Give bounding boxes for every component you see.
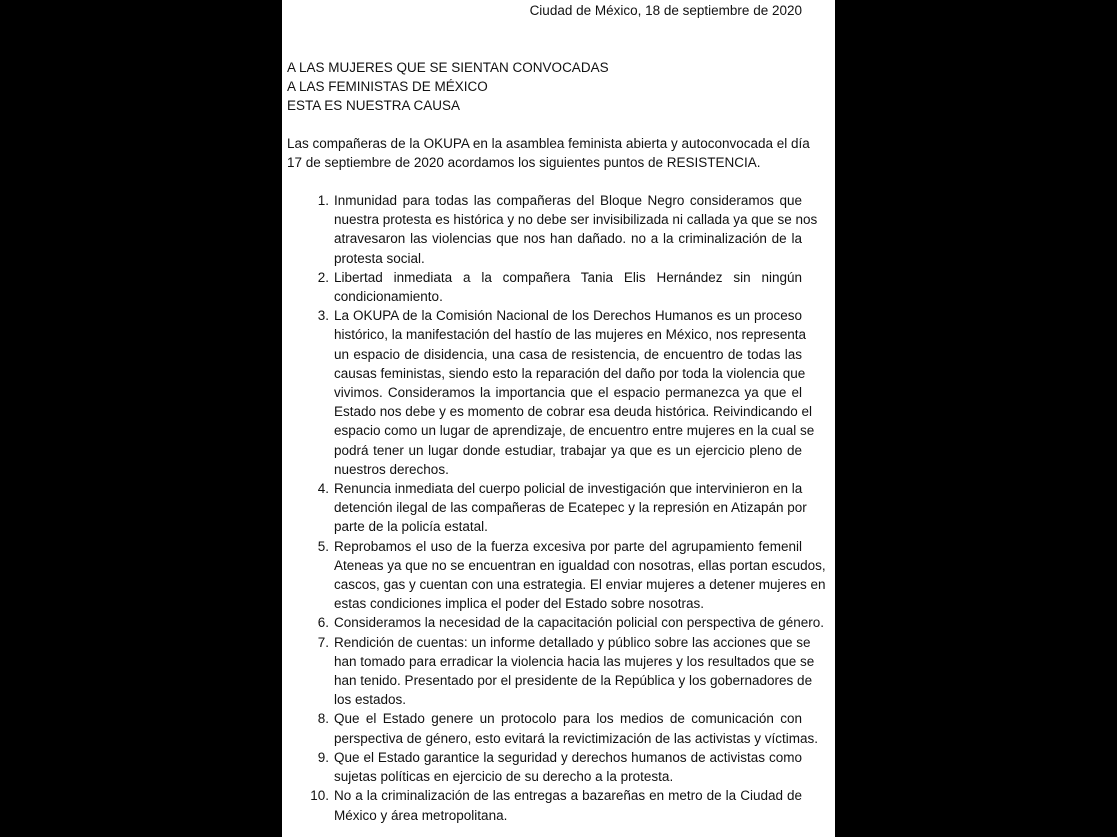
- list-item-line: perspectiva de género, esto evitará la revictimización de las activistas y víctimas.: [334, 730, 818, 746]
- list-item: [282, 537, 826, 614]
- list-item-text: [334, 786, 802, 824]
- list-item-line: Libertad inmediata a la compañera Tania Elis Hernández sin ningún: [334, 269, 802, 285]
- list-item-text: [334, 748, 802, 786]
- resistance-points-list: [282, 191, 826, 825]
- list-item-number: 8.: [317, 711, 329, 727]
- list-item-line: sujetas políticas en ejercicio de su derecho a la protesta.: [334, 769, 674, 785]
- list-item-text: [334, 709, 818, 747]
- list-item-line: histórico, la manifestación del hastío de las mujeres en México, nos representa: [334, 327, 806, 343]
- document-page: [282, 0, 835, 837]
- list-item-line: La OKUPA de la Comisión Nacional de los Derechos Humanos es un proceso: [334, 308, 802, 324]
- intro-paragraph: [287, 134, 810, 172]
- list-item-line: los estados.: [334, 692, 407, 708]
- list-item-text: [334, 633, 815, 710]
- list-item-line: Estado nos debe y es momento de cobrar esa deuda histórica. Reivindicando el: [334, 404, 813, 420]
- document-date: Ciudad de México, 18 de septiembre de 2020: [529, 3, 802, 18]
- list-item: [282, 748, 802, 786]
- intro-line: Las compañeras de la OKUPA en la asamblea feminista abierta y autoconvocada el día: [287, 136, 810, 151]
- list-item: [282, 709, 818, 747]
- list-item-line: podrá tener un lugar donde estudiar, trabajar ya que es un ejercicio pleno de: [334, 442, 802, 458]
- list-item-number: 6.: [317, 615, 329, 631]
- heading-line: A LAS MUJERES QUE SE SIENTAN CONVOCADAS: [287, 60, 609, 75]
- list-item-text: [334, 191, 818, 268]
- list-item: [282, 191, 818, 268]
- list-item-text: [334, 306, 815, 479]
- list-item-line: Reprobamos el uso de la fuerza excesiva por parte del agrupamiento femenil: [334, 538, 802, 554]
- list-item-number: 10.: [310, 788, 329, 804]
- list-item-line: condicionamiento.: [334, 289, 443, 305]
- list-item-line: Que el Estado garantice la seguridad y derechos humanos de activistas como: [334, 749, 802, 765]
- list-item: [282, 613, 825, 632]
- list-item-number: 9.: [317, 749, 329, 765]
- list-item-line: Inmunidad para todas las compañeras del Bloque Negro consideramos que: [334, 193, 802, 208]
- list-item: [282, 268, 802, 306]
- list-item-number: 7.: [317, 634, 329, 650]
- list-item-line: parte de la policía estatal.: [334, 519, 488, 535]
- list-item-line: han tenido. Presentado por el presidente de la República y los gobernadores de: [334, 673, 813, 689]
- list-item-line: han tomado para erradicar la violencia hacia las mujeres y los resultados que se: [334, 653, 815, 669]
- document-heading: [287, 58, 609, 115]
- list-item-number: 5.: [317, 538, 329, 554]
- list-item: [282, 306, 815, 479]
- list-item-line: vivimos. Consideramos la importancia que el espacio permanezca ya que el: [334, 385, 802, 401]
- list-item-line: atravesaron las violencias que nos han dañado. no a la criminalización de la: [334, 231, 802, 247]
- list-item-line: cascos, gas y cuentan con una estrategia. El enviar mujeres a detener mujeres en: [334, 577, 826, 593]
- list-item-number: 2.: [317, 269, 329, 285]
- list-item-line: Rendición de cuentas: un informe detallado y público sobre las acciones que se: [334, 634, 811, 650]
- list-item-line: nuestra protesta es histórica y no debe ser invisibilizada ni callada ya que se nos: [334, 212, 818, 228]
- list-item-number: 4.: [317, 481, 329, 497]
- list-item-text: [334, 537, 826, 614]
- list-item-line: detención ilegal de las compañeras de Ecatepec y la represión en Atizapán por: [334, 500, 807, 516]
- list-item-line: nuestros derechos.: [334, 461, 449, 477]
- list-item-line: un espacio de disidencia, una casa de resistencia, de encuentro de todas las: [334, 346, 802, 362]
- heading-line: ESTA ES NUESTRA CAUSA: [287, 98, 461, 113]
- list-item: [282, 633, 815, 710]
- intro-line: 17 de septiembre de 2020 acordamos los siguientes puntos de RESISTENCIA.: [287, 155, 761, 170]
- list-item: [282, 479, 807, 537]
- list-item-number: 3.: [317, 308, 329, 324]
- list-item-line: No a la criminalización de las entregas a bazareñas en metro de la Ciudad de: [334, 788, 802, 804]
- list-item-line: Consideramos la necesidad de la capacitación policial con perspectiva de género.: [334, 615, 825, 631]
- list-item: [282, 786, 802, 824]
- list-item-line: protesta social.: [334, 250, 425, 266]
- list-item-text: [334, 613, 825, 632]
- list-item-line: causas feministas, siendo esto la reparación del daño por toda la violencia que: [334, 365, 806, 381]
- list-item-line: México y área metropolitana.: [334, 807, 508, 823]
- list-item-line: estas condiciones implica el poder del Estado sobre nosotras.: [334, 596, 704, 612]
- list-item-text: [334, 268, 802, 306]
- list-item-line: Ateneas ya que no se encuentran en igualdad con nosotras, ellas portan escudos,: [334, 557, 826, 573]
- list-item-number: 1.: [317, 193, 329, 208]
- list-item-line: espacio como un lugar de aprendizaje, de encuentro entre mujeres en la cual se: [334, 423, 815, 439]
- list-item-line: Que el Estado genere un protocolo para los medios de comunicación con: [334, 711, 802, 727]
- list-item-text: [334, 479, 807, 537]
- list-item-line: Renuncia inmediata del cuerpo policial de investigación que intervinieron en la: [334, 481, 803, 497]
- heading-line: A LAS FEMINISTAS DE MÉXICO: [287, 79, 488, 94]
